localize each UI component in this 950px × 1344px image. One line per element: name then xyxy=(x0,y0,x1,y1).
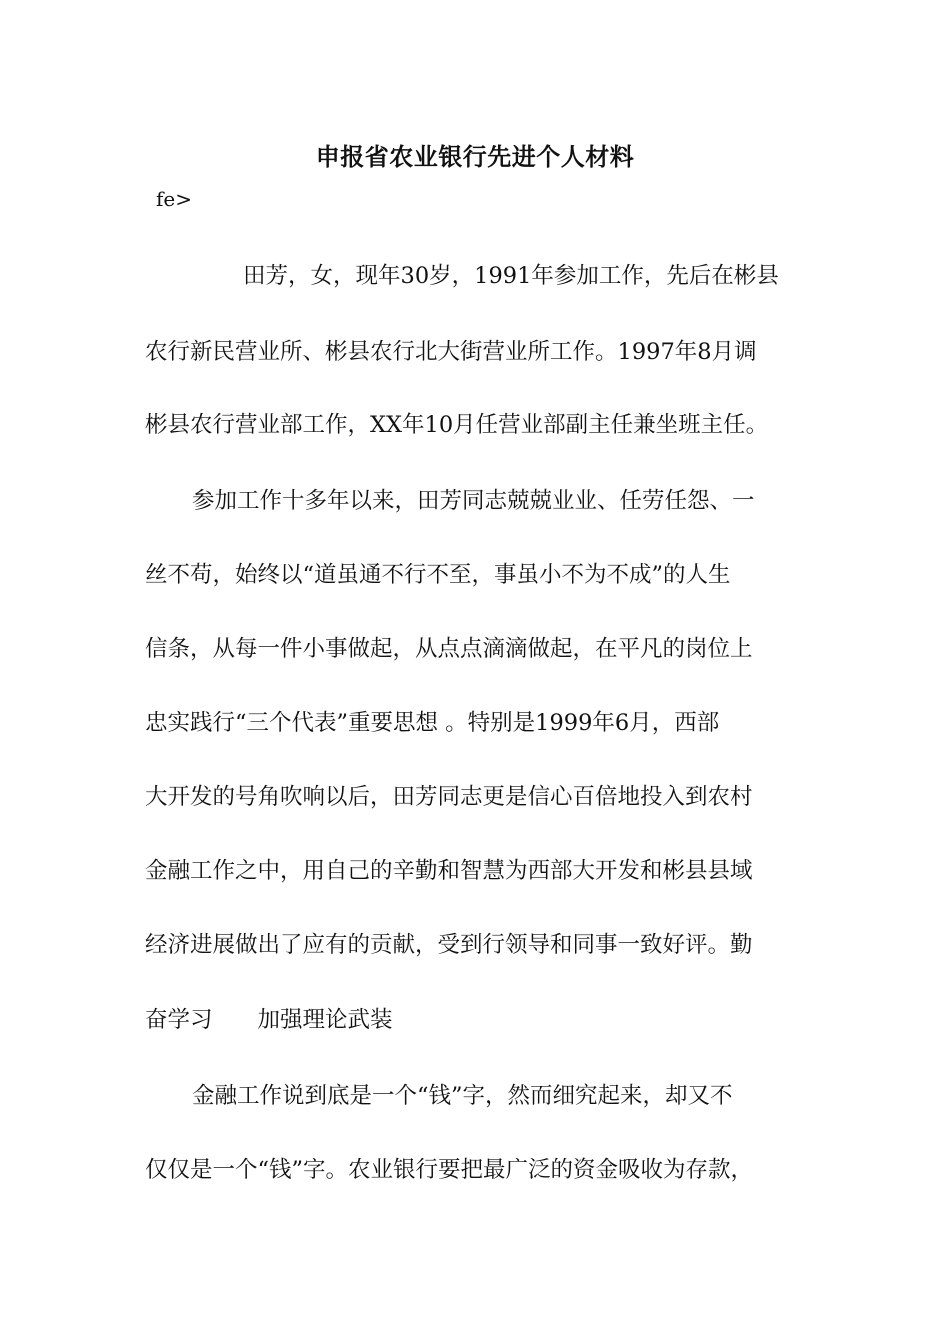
body-line: 农行新民营业所、彬县农行北大街营业所工作。1997年8月调 xyxy=(145,339,757,365)
section-heading: 奋学习 加强理论武装 xyxy=(145,1007,393,1033)
body-line: 丝不苟，始终以“道虽通不行不至，事虽小不为不成”的人生 xyxy=(145,562,731,588)
body-line: 仅仅是一个“钱”字。农业银行要把最广泛的资金吸收为存款， xyxy=(145,1157,754,1183)
body-line: 金融工作之中，用自己的辛勤和智慧为西部大开发和彬县县域 xyxy=(145,858,753,884)
body-line: 忠实践行“三个代表”重要思想 。特别是1999年6月，西部 xyxy=(145,710,720,736)
body-line: 彬县农行营业部工作，XX年10月任营业部副主任兼坐班主任。 xyxy=(145,412,769,438)
body-line: 经济进展做出了应有的贡献，受到行领导和同事一致好评。勤 xyxy=(145,932,753,958)
scan-artifact-text: fe> xyxy=(156,187,192,211)
body-line: 田芳，女，现年30岁，1991年参加工作，先后在彬县 xyxy=(243,263,779,289)
body-line: 信条，从每一件小事做起，从点点滴滴做起，在平凡的岗位上 xyxy=(145,636,753,662)
document-title: 申报省农业银行先进个人材料 xyxy=(315,143,635,171)
body-line: 参加工作十多年以来，田芳同志兢兢业业、任劳任怨、一 xyxy=(192,488,755,514)
body-line: 大开发的号角吹响以后，田芳同志更是信心百倍地投入到农村 xyxy=(145,784,753,810)
body-line: 金融工作说到底是一个“钱”字，然而细究起来，却又不 xyxy=(192,1083,733,1109)
